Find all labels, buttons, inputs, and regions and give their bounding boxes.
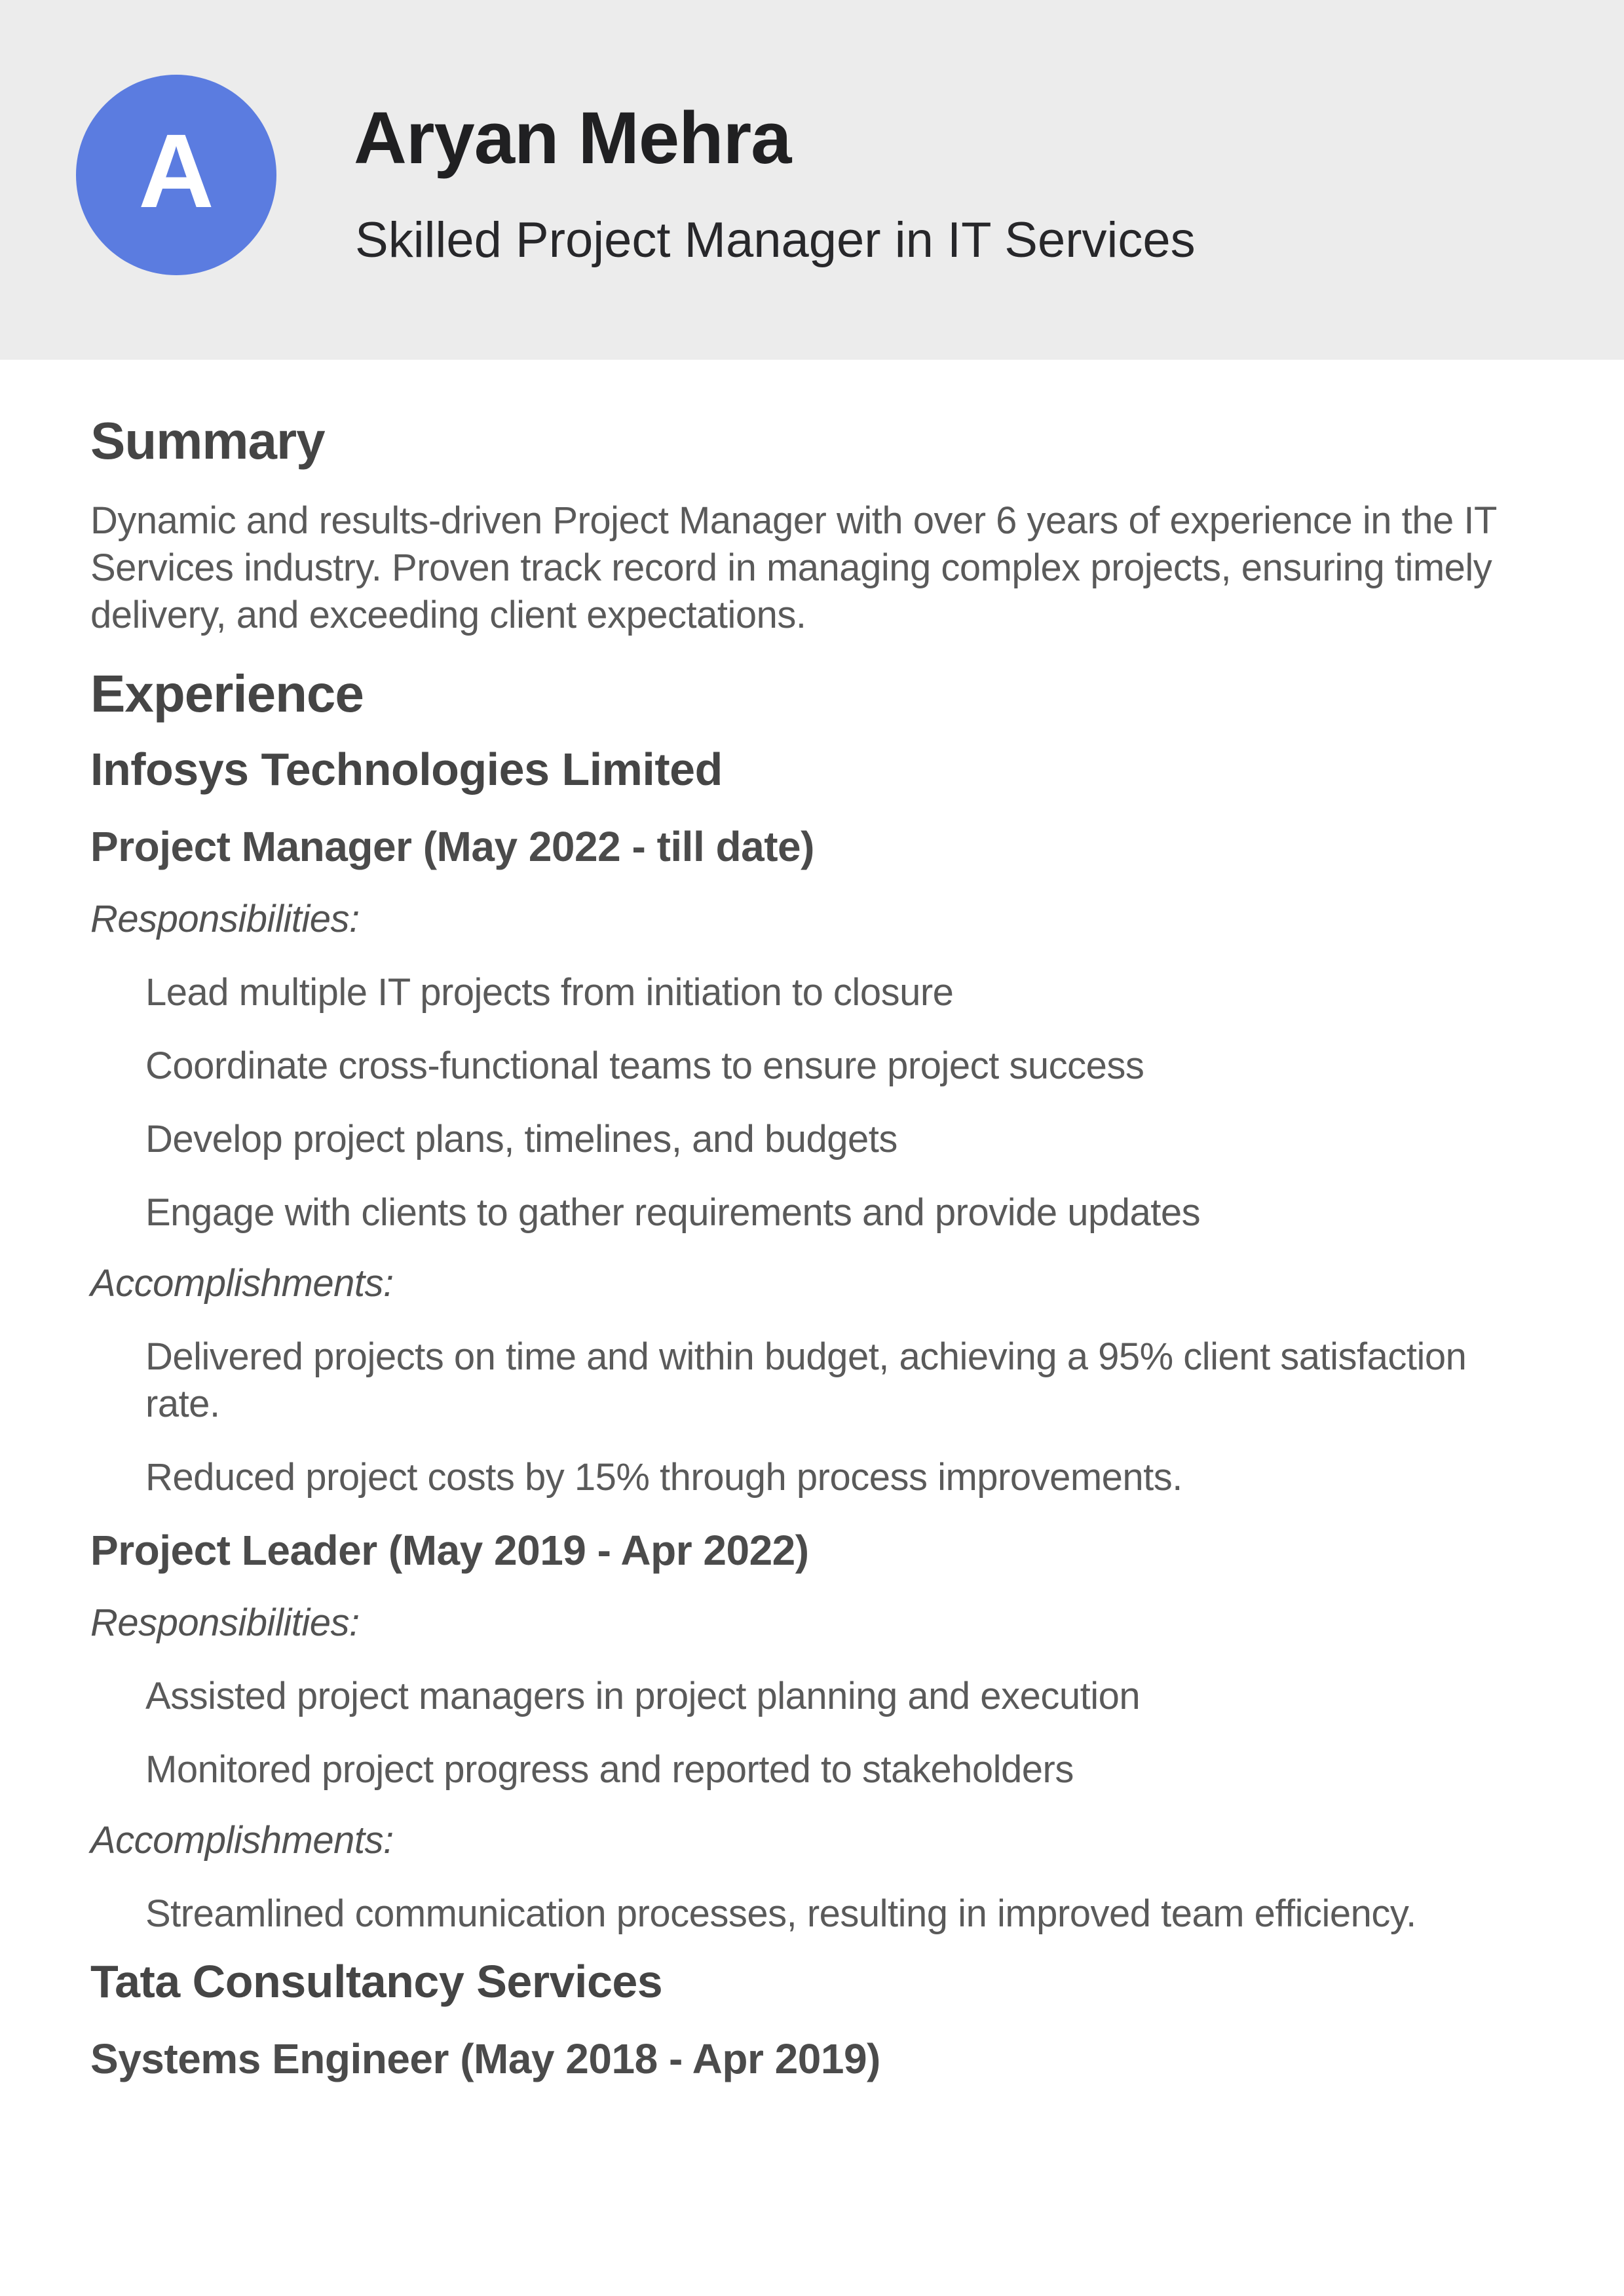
list-item: Monitored project progress and reported to stakeholders	[145, 1748, 1074, 1791]
section-heading-summary: Summary	[90, 411, 325, 470]
avatar	[76, 75, 276, 275]
list-item: Delivered projects on time and within budget, achieving a 95% client satisfaction rate.	[145, 1335, 1467, 1425]
accomplishments-label: Accomplishments:	[90, 1262, 394, 1305]
list-item: Engage with clients to gather requirements and provide updates	[145, 1191, 1201, 1234]
accomplishments-list	[90, 1333, 1545, 1501]
list-item: Develop project plans, timelines, and budgets	[145, 1118, 897, 1160]
responsibilities-list	[90, 969, 1545, 1236]
company-name-infosys: Infosys Technologies Limited	[90, 744, 723, 795]
list-item: Lead multiple IT projects from initiation to closure	[145, 971, 954, 1014]
role-title-project-leader: Project Leader (May 2019 - Apr 2022)	[90, 1527, 809, 1574]
accomplishments-list	[90, 1890, 1545, 1938]
list-item: Coordinate cross-functional teams to ensure project success	[145, 1044, 1144, 1087]
resume-content	[0, 360, 1624, 2084]
resume-header	[0, 0, 1624, 360]
role-title-project-manager: Project Manager (May 2022 - till date)	[90, 823, 814, 870]
list-item: Assisted project managers in project planning and execution	[145, 1675, 1141, 1717]
role-title-systems-engineer: Systems Engineer (May 2018 - Apr 2019)	[90, 2035, 880, 2082]
avatar-letter: A	[138, 112, 214, 229]
responsibilities-label: Responsibilities:	[90, 898, 360, 940]
company-name-tcs: Tata Consultancy Services	[90, 1956, 663, 2007]
section-heading-experience: Experience	[90, 664, 364, 723]
list-item: Reduced project costs by 15% through process improvements.	[145, 1456, 1182, 1499]
person-name: Aryan Mehra	[354, 97, 791, 179]
accomplishments-label: Accomplishments:	[90, 1819, 394, 1862]
list-item: Streamlined communication processes, resulting in improved team efficiency.	[145, 1892, 1416, 1935]
responsibilities-label: Responsibilities:	[90, 1601, 360, 1644]
summary-text: Dynamic and results-driven Project Manager with over 6 years of experience in the IT Services industry. Proven track record in managing complex projects, ensuring timely delivery, and exceeding client expectations.	[90, 499, 1496, 636]
responsibilities-list	[90, 1673, 1545, 1793]
person-subtitle: Skilled Project Manager in IT Services	[355, 212, 1196, 268]
